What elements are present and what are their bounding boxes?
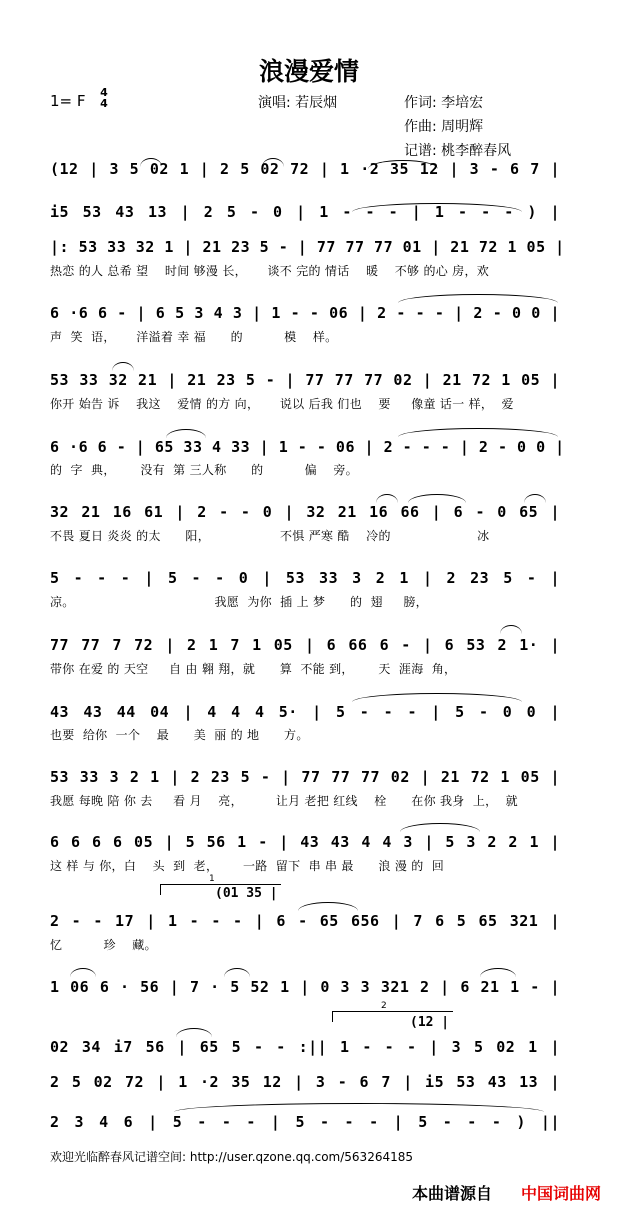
slur-mark bbox=[500, 625, 522, 634]
notation-line: 6 6 6 6 05 | 5 56 1 - | 43 43 4 4 3 | 5 3 2 2 1 | bbox=[50, 833, 560, 851]
staff-row-7 bbox=[50, 501, 562, 523]
transcriber-credit: 记谱: 桃李醉春风 bbox=[404, 143, 512, 159]
lyrics-line: 你开 始告 诉 我这 爱情 的方 向， 说以 后我 们也 要 像童 话一 样， 爱 bbox=[50, 397, 514, 411]
staff-row-3 bbox=[50, 236, 565, 258]
notation-line: i5 53 43 13 | 2 5 - 0 | 1 - - - | 1 - - - ) | bbox=[50, 203, 560, 221]
song-title: 浪漫爱情 bbox=[258, 57, 359, 86]
slur-mark bbox=[176, 1028, 212, 1037]
staff-row-11 bbox=[50, 766, 562, 788]
staff-row-4 bbox=[50, 302, 562, 324]
lyrics-line: 热恋 的人 总希 望 时间 够漫 长， 谈不 完的 情话 暖 不够 的心 房，欢 bbox=[50, 264, 490, 278]
notation-line: 2 - - 17 | 1 - - - | 6 - 65 656 | 7 6 5 65 321 | bbox=[50, 912, 560, 930]
slur-mark bbox=[524, 494, 546, 503]
slur-mark bbox=[224, 968, 250, 977]
notation-line: 5 - - - | 5 - - 0 | 53 33 3 2 1 | 2 23 5 - | bbox=[50, 569, 560, 587]
notation-line: 6 ·6 6 - | 6 5 3 4 3 | 1 - - 06 | 2 - - - | 2 - 0 0 | bbox=[50, 304, 560, 322]
staff-row-14 bbox=[50, 976, 562, 998]
slur-mark bbox=[480, 968, 516, 977]
staff-row-8 bbox=[50, 567, 562, 589]
slur-mark bbox=[166, 429, 206, 438]
lyrics-line: 的 字 典， 没有 第 三人称 的 偏 旁。 bbox=[50, 463, 358, 477]
notation-line: 6 ·6 6 - | 65 33 4 33 | 1 - - 06 | 2 - - - | 2 - 0 0 | bbox=[50, 438, 565, 456]
slur-mark bbox=[352, 693, 522, 702]
staff-row-13 bbox=[50, 910, 562, 932]
staff-row-5 bbox=[50, 369, 562, 391]
slur-mark bbox=[112, 362, 134, 371]
slur-mark bbox=[398, 428, 558, 437]
lyrics-line: 忆 珍 藏。 bbox=[50, 938, 157, 952]
slur-mark bbox=[400, 823, 480, 832]
staff-row-17 bbox=[50, 1111, 562, 1133]
lyrics-line: 不畏 夏日 炎炎 的太 阳， 不惧 严寒 酷 冷的 冰 bbox=[50, 529, 490, 543]
notation-line: 53 33 3 2 1 | 2 23 5 - | 77 77 77 02 | 21 72 1 05 | bbox=[50, 768, 560, 786]
notation-line: 77 77 7 72 | 2 1 7 1 05 | 6 66 6 - | 6 53 2 1· | bbox=[50, 636, 560, 654]
staff-row-10 bbox=[50, 701, 562, 723]
transcriber-space-note: 欢迎光临醉春风记谱空间: http://user.qzone.qq.com/563264185 bbox=[50, 1150, 414, 1164]
first-ending-pickup: (01 35 | bbox=[215, 886, 278, 901]
first-ending-label: 1 bbox=[209, 874, 215, 884]
lyrics-line: 我愿 每晚 陪 你 去 看 月 亮， 让月 老把 红线 栓 在你 我身 上， 就 bbox=[50, 794, 518, 808]
slur-mark bbox=[298, 902, 358, 911]
lyrics-line: 这 样 与 你，白 头 到 老， 一路 留下 串 串 最 浪 漫 的 回 bbox=[50, 859, 445, 873]
lyrics-line: 凉。 我愿 为你 插 上 梦 的 翅 膀， bbox=[50, 595, 428, 609]
source-label: 本曲谱源自 bbox=[412, 1184, 493, 1203]
time-signature bbox=[98, 87, 110, 109]
staff-row-6 bbox=[50, 436, 565, 458]
key-signature: 1= F bbox=[50, 92, 86, 110]
lyrics-line: 声 笑 语， 洋溢着 幸 福 的 模 样。 bbox=[50, 330, 338, 344]
staff-row-9 bbox=[50, 634, 562, 656]
second-ending-pickup: (12 | bbox=[410, 1015, 450, 1030]
staff-row-1 bbox=[50, 158, 562, 180]
composer-credit: 作曲: 周明辉 bbox=[404, 119, 484, 135]
notation-line: 53 33 32 21 | 21 23 5 - | 77 77 77 02 | 21 72 1 05 | bbox=[50, 371, 560, 389]
lyrics-line: 也要 给你 一个 最 美 丽 的 地 方。 bbox=[50, 728, 309, 742]
notation-line: 02 34 i7 56 | 65 5 - - :|| 1 - - - | 3 5 02 1 | bbox=[50, 1038, 560, 1056]
time-signature-bottom: 4 bbox=[100, 97, 108, 110]
staff-row-16 bbox=[50, 1071, 562, 1093]
slur-mark bbox=[408, 494, 466, 503]
notation-line: 32 21 16 61 | 2 - - 0 | 32 21 16 66 | 6 - 0 65 | bbox=[50, 503, 560, 521]
time-signature-top: 4 bbox=[100, 86, 108, 99]
site-brand-link[interactable]: 中国词曲网 bbox=[521, 1184, 602, 1203]
notation-line: 2 3 4 6 | 5 - - - | 5 - - - | 5 - - - ) || bbox=[50, 1113, 560, 1131]
singer-credit: 演唱: 若辰烟 bbox=[258, 95, 338, 111]
notation-line: 43 43 44 04 | 4 4 4 5· | 5 - - - | 5 - 0 0 | bbox=[50, 703, 560, 721]
notation-line: 1 06 6 · 56 | 7 · 5 52 1 | 0 3 3 321 2 | 6 21 1 - | bbox=[50, 978, 560, 996]
notation-line: 2 5 02 72 | 1 ·2 35 12 | 3 - 6 7 | i5 53 43 13 | bbox=[50, 1073, 560, 1091]
slur-mark bbox=[174, 1103, 544, 1112]
staff-row-15 bbox=[50, 1036, 562, 1058]
notation-line: |: 53 33 32 1 | 21 23 5 - | 77 77 77 01 | 21 72 1 05 | bbox=[50, 238, 565, 256]
slur-mark bbox=[398, 294, 558, 303]
slur-mark bbox=[376, 494, 398, 503]
notation-line: (12 | 3 5 02 1 | 2 5 02 72 | 1 ·2 35 12 | 3 - 6 7 | bbox=[50, 160, 560, 178]
lyricist-credit: 作词: 李培宏 bbox=[404, 95, 484, 111]
staff-row-12 bbox=[50, 831, 562, 853]
lyrics-line: 带你 在爱 的 天空 自 由 翱 翔，就 算 不能 到， 天 涯海 角， bbox=[50, 662, 457, 676]
second-ending-label: 2 bbox=[381, 1001, 387, 1011]
slur-mark bbox=[70, 968, 96, 977]
